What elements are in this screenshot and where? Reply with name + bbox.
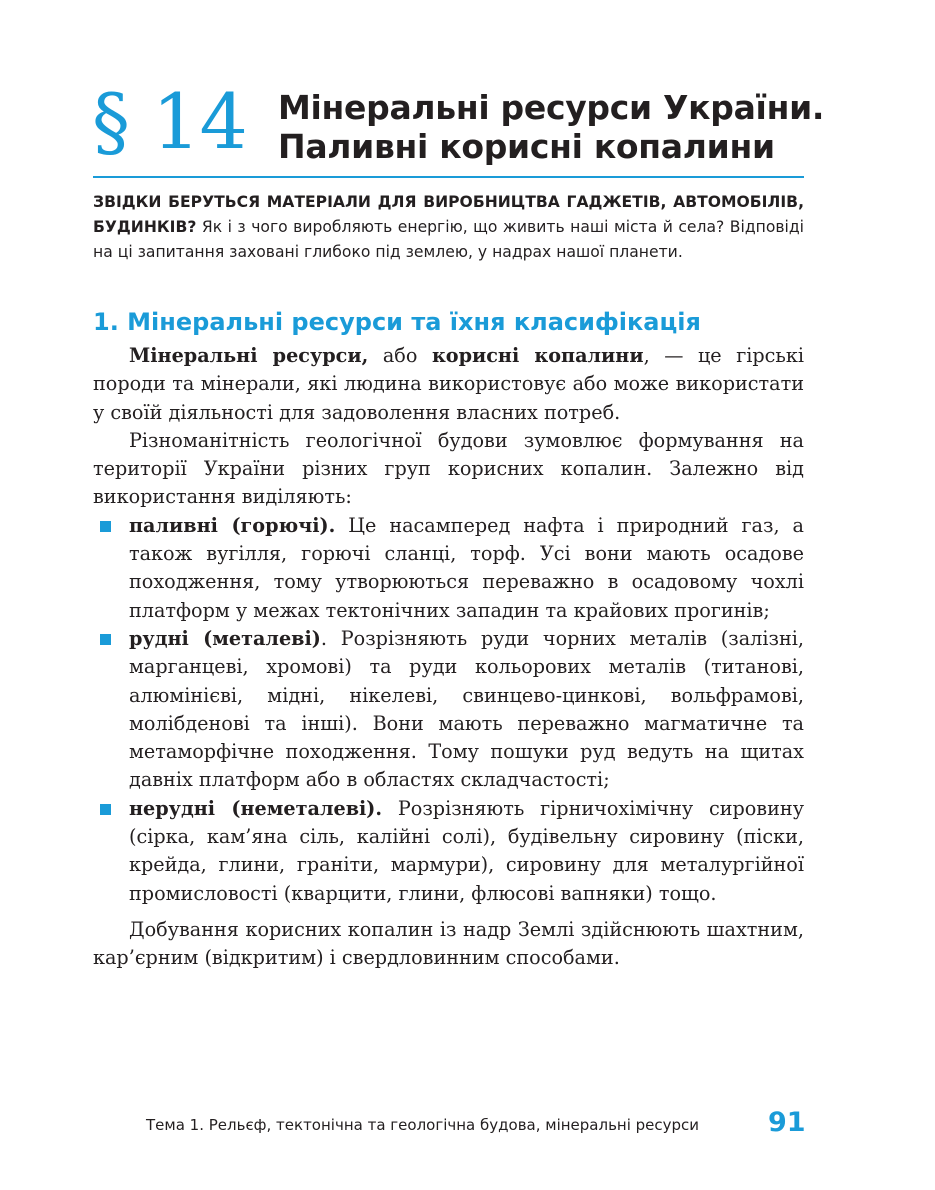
list-term: рудні (металеві) xyxy=(129,626,321,650)
list-text: Це насамперед нафта і природний газ, а також вугілля, горючі сланці, торф. Усі вони мають осадове походження, тому утворюються переважно в осадовому чохлі платформ у межах тектонічних западин та крайових прогинів; xyxy=(129,513,804,622)
page-number: 91 xyxy=(768,1107,806,1138)
list-item-fuel xyxy=(93,512,804,625)
header-divider xyxy=(93,176,804,178)
footer-topic: Тема 1. Рельєф, тектонічна та геологічна будова, мінеральні ресурси xyxy=(146,1116,700,1134)
classification-list xyxy=(93,512,804,908)
term-useful-minerals: корисні копалини xyxy=(431,344,644,367)
list-text: . Розрізняють руди чорних металів (залізні, марганцеві, хромові) та руди кольорових металів (титанові, алюмінієві, мідні, нікелеві, свинцево-цинкові, вольфрамові, молібденові та інші). Вони мають переважно магматичне та метаморфічне походження. Тому пошуки руд ведуть на щитах давніх платформ або в областях складчастості; xyxy=(129,626,804,792)
paragraph-definition xyxy=(93,342,804,427)
paragraph-diversity: Різноманітність геологічної будови зумовлює формування на території України різних груп корисних копалин. Залежно від використання виділяють: xyxy=(93,428,804,509)
intro-text: Як і з чого виробляють енергію, що живить наші міста й села? Відповіді на ці запитання заховані глибоко під землею, у надрах нашої планети. xyxy=(93,218,804,261)
square-bullet-icon xyxy=(100,521,111,532)
term-mineral-resources: Мінеральні ресурси, xyxy=(129,344,369,367)
title-line-1: Мінеральні ресурси України. xyxy=(278,88,825,127)
paragraph-extraction: Добування корисних копалин із надр Землі здійснюють шахтним, кар’єрним (відкритим) і свердловинним способами. xyxy=(93,917,804,970)
square-bullet-icon xyxy=(100,804,111,815)
list-term: паливні (горючі). xyxy=(129,513,336,537)
list-text: Розрізняють гірничохімічну сировину (сірка, кам’яна сіль, калійні солі), будівельну сировину (піски, крейда, глини, граніти, мармури), сировину для металургійної промисловості (кварцити, глини, флюсові вапняки) тощо. xyxy=(129,796,804,905)
intro-paragraph xyxy=(93,190,804,265)
title-line-2: Паливні корисні копалини xyxy=(278,127,775,166)
list-item-ore xyxy=(93,625,804,795)
definition-connector: або xyxy=(368,344,432,367)
body-text xyxy=(93,342,804,973)
intro-question: ЗВІДКИ БЕРУТЬСЯ МАТЕРІАЛИ ДЛЯ ВИРОБНИЦТВА ГАДЖЕТІВ, АВТОМОБІЛІВ, БУДИНКІВ? xyxy=(93,193,804,236)
page-title xyxy=(278,88,838,166)
section-heading: 1. Мінеральні ресурси та їхня класифікація xyxy=(93,308,701,336)
paragraph-number: § 14 xyxy=(92,77,247,166)
definition-text: , — це гірські породи та мінерали, які людина використовує або може використати у своїй діяльності для задоволення власних потреб. xyxy=(93,344,805,424)
list-term: нерудні (неметалеві). xyxy=(129,796,383,820)
list-item-nonmetallic xyxy=(93,795,804,908)
square-bullet-icon xyxy=(100,634,111,645)
